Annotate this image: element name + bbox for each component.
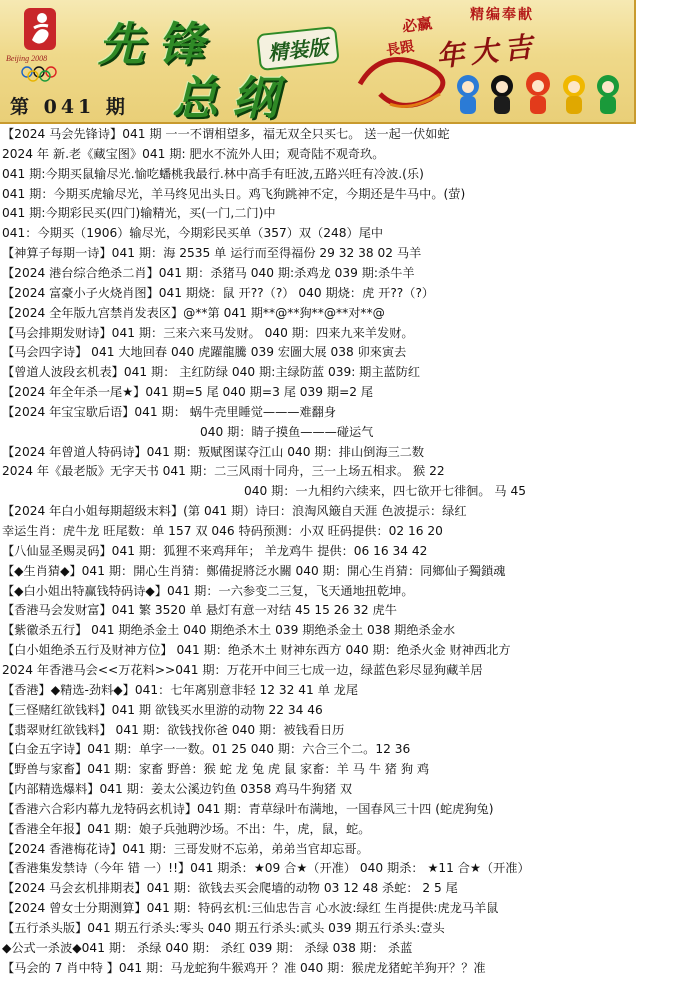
olympic-rings-icon	[18, 66, 68, 82]
slogan-right: 精编奉献	[470, 7, 534, 23]
text-line: 【八仙显圣赐灵码】041 期：狐狸不来鸡拜年； 羊龙鸡牛 提供：06 16 34 42	[2, 543, 428, 558]
text-line: 【香港六合彩内幕九龙特码玄机诗】041 期：青草绿叶布满地，一国春风三十四 (蛇虎狗兔)	[2, 801, 494, 816]
text-line: 【香港马会发财富】041 繁 3520 单 悬灯有意一对结 45 15 26 32 虎牛	[2, 603, 397, 618]
text-line: 【马会的 7 肖中特 】041 期：马龙蛇狗牛猴鸡开 ？准 040 期：猴虎龙猪蛇羊狗开？？准	[2, 960, 486, 975]
text-line: 【翡翠财红欲钱料】 041 期：欲钱找你爸 040 期：被钱看日历	[2, 722, 345, 737]
text-line: 【2024 年全年杀一尾★】041 期=5 尾 040 期=3 尾 039 期=2 尾	[2, 385, 374, 400]
text-line: 【白小姐绝杀五行及财神方位】 041 期：绝杀木土 财神东西方 040 期：绝杀火金 财神西北方	[2, 643, 511, 658]
text-line: 【2024 全年版九宫禁肖发表区】@**第 041 期**@**狗**@**对**@	[2, 305, 385, 320]
text-line: 040 期：睛子摸鱼———碰运气	[200, 424, 374, 439]
banner-title-top: 先锋	[98, 17, 218, 71]
text-line: 【香港】◆精选-劲料◆】041：七年离别意非轻 12 32 41 单 龙尾	[2, 682, 359, 697]
text-line: 【香港全年报】041 期：娘子兵弛聘沙场。不出：牛，虎，鼠，蛇。	[2, 821, 371, 836]
text-line: 【2024 富豪小子火烧肖图】041 期烧：鼠 开??（?） 040 期烧：虎 开??（?）	[2, 285, 435, 300]
text-line: 【2024 年曾道人特码诗】041 期：叛赋图谋夺江山 040 期：排山倒海三二数	[2, 444, 425, 459]
text-line: 041 期:今期买鼠输尽光.愉吃蟠桃我最行.林中高手有旺波,五路兴旺有冷波.(乐)	[2, 166, 424, 181]
header-banner	[0, 0, 688, 124]
logo-caption: Beijing 2008	[6, 54, 48, 63]
text-line: 【内部精选爆料】041 期：姜太公溪边钓鱼 0358 鸡马牛狗猪 双	[2, 782, 353, 797]
text-line: 2024 年《最老版》无字天书 041 期：二三风雨十同舟，三一上场五相求。 猴 22	[2, 464, 445, 479]
text-line: 【◆生肖猜◆】041 期：開心生肖猜：鄭備捉將泛水關 040 期：開心生肖猜：同鄉仙子獨鎖魂	[2, 563, 506, 578]
edition-badge: 精装版	[256, 26, 339, 71]
text-line: 【马会排期发财诗】041 期：三来六来马发财。 040 期：四来九来羊发财。	[2, 325, 414, 340]
text-line: 【白金五字诗】041 期：单字一一数。01 25 040 期：六合三个二。12 36	[2, 742, 411, 757]
text-line: 041 期：今期买虎输尽光，羊马终见出头日。鸡飞狗跳神不定，今期还是牛马中。(萤)	[2, 186, 466, 201]
text-line: 【2024 曾女士分期测算】041 期：特码玄机:三仙忠告言 心水波:绿红 生肖提供:虎龙马羊鼠	[2, 901, 499, 916]
text-line: 【2024 港台综合绝杀二肖】041 期：杀猪马 040 期:杀鸡龙 039 期:杀牛羊	[2, 265, 415, 280]
banner-title-bottom: 总纲	[172, 71, 292, 124]
text-line: 041：今期买（1906）输尽光，今期彩民买单（357）双（248）尾中	[2, 226, 384, 241]
text-line: 【香港集发禁诗（今年 错 一）!!】041 期杀：★09 合★（开准） 040 期杀： ★11 合★（开准）	[2, 861, 530, 876]
text-line: 【三怪赌红欲钱料】041 期 欲钱买水里游的动物 22 34 46	[2, 702, 323, 717]
text-line: 【2024 马会先锋诗】041 期 一一不谓相望多，福无双全只买七。 送一起一伏如蛇	[2, 127, 450, 141]
mascots-icon	[452, 70, 624, 118]
issue-number: 第 041 期	[10, 96, 129, 118]
text-line: 【◆白小姐出特赢钱特码诗◆】041 期：一六参变二三复，飞天通地扭乾坤。	[2, 583, 414, 598]
text-line: 【马会四字诗】 041 大地回春 040 虎躍龍騰 039 宏圖大展 038 卯來寅去	[2, 345, 407, 360]
text-line: 幸运生肖：虎牛龙 旺尾数：单 157 双 046 特码预测：小双 旺码提供：02 16 20	[2, 524, 443, 538]
text-line: 【紫徽杀五行】 041 期绝杀金土 040 期绝杀木土 039 期绝杀金土 038 期绝杀金水	[2, 623, 456, 638]
text-line: 【2024 香港梅花诗】041 期：三哥发财不忘弟，弟弟当官却忘哥。	[2, 841, 369, 856]
slogan-small: 長跟	[384, 38, 416, 60]
text-line: 【2024 马会玄机排期表】041 期：欲钱去买会爬墙的动物 03 12 48 杀蛇： 2 5 尾	[2, 881, 458, 896]
slogan-big: 年大吉	[434, 29, 540, 74]
text-line: 2024 年 新.老《藏宝图》041 期: 肥水不流外人田；观奇陆不观奇玖。	[2, 146, 385, 161]
text-line: 【野兽与家畜】041 期：家畜 野兽：猴 蛇 龙 兔 虎 鼠 家畜：羊 马 牛 猪 狗 鸡	[2, 762, 430, 777]
text-line: 【2024 年宝宝歇后语】041 期： 蜗牛壳里睡觉———难翻身	[2, 404, 337, 419]
text-line: ◆公式一杀波◆041 期： 杀绿 040 期： 杀红 039 期： 杀绿 038 期： 杀蓝	[2, 940, 413, 955]
text-line: 040 期：一九相约六续来，四七欲开七徘徊。 马 45	[244, 484, 526, 499]
text-line: 【曾道人波段玄机表】041 期： 主红防绿 040 期:主绿防蓝 039: 期主蓝防红	[2, 365, 421, 380]
slogan-left: 必赢	[400, 13, 434, 36]
text-line: 【五行杀头版】041 期五行杀头:零头 040 期五行杀头:贰头 039 期五行杀头:壹头	[2, 921, 445, 935]
text-line: 【神算子每期一诗】041 期：海 2535 单 运行而至得福份 29 32 38 02 马羊	[2, 246, 422, 261]
text-line: 041 期:今期彩民买(四门)输精光，买(一门,二门)中	[2, 206, 276, 221]
banner-background	[0, 0, 636, 124]
text-line: 【2024 年白小姐每期超级末料】(第 041 期）诗曰：浪淘风簸自天涯 色波提示：绿红	[2, 504, 467, 519]
text-line: 2024 年香港马会<<万花料>>041 期：万花开中间三七成一边，绿蓝色彩尽显狗藏羊居	[2, 662, 483, 677]
